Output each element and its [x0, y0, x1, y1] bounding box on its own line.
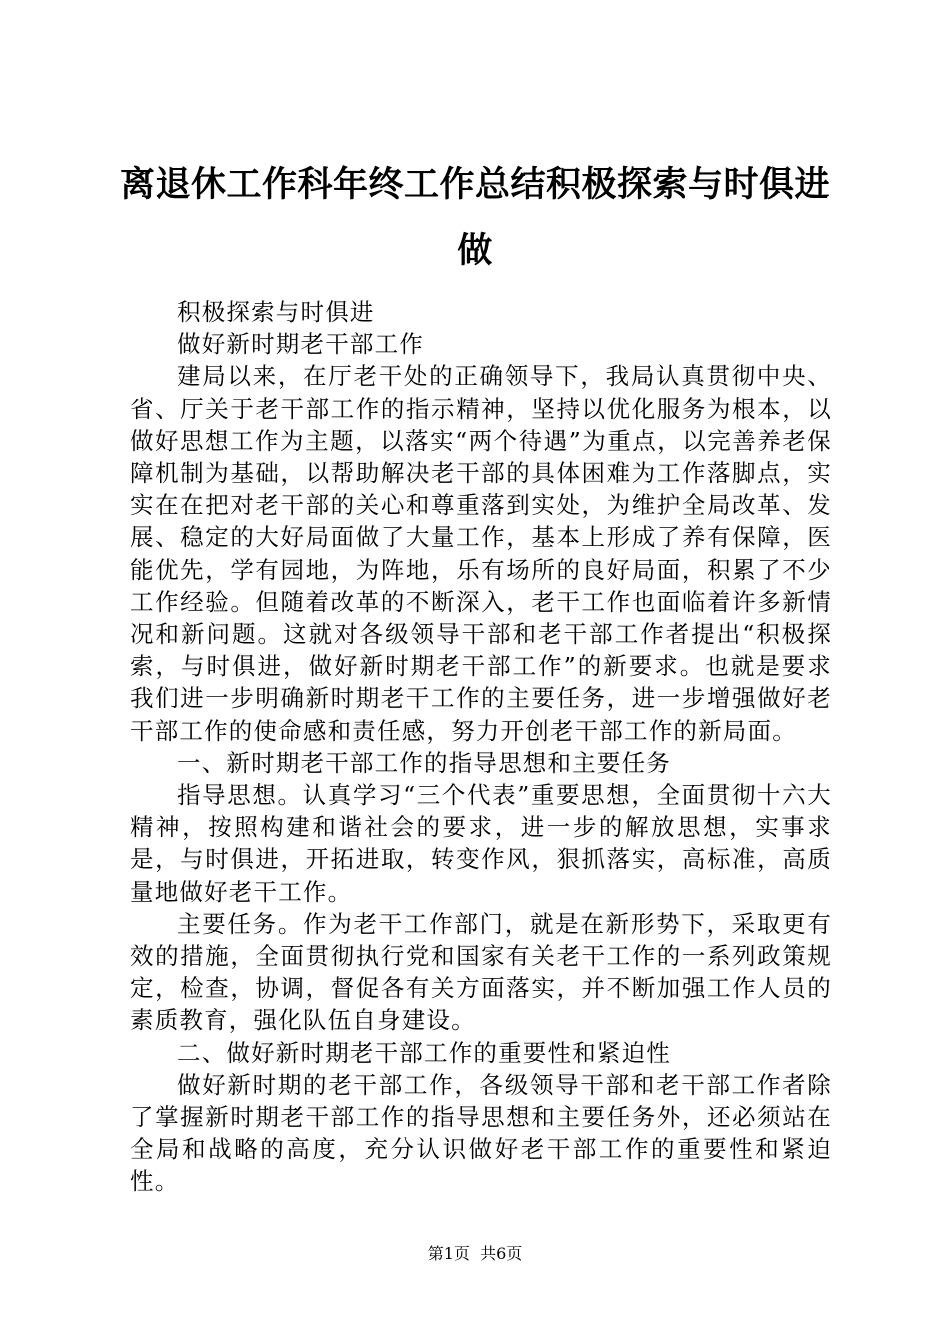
title-line-2: 做 [457, 230, 493, 271]
page-total: 共6页 [480, 1244, 523, 1263]
subtitle-line-2: 做好新时期老干部工作 [177, 330, 424, 359]
page-footer [0, 1243, 950, 1265]
document-title [0, 152, 950, 284]
document-body [130, 296, 832, 1198]
body-paragraph: 建局以来，在厅老干处的正确领导下，我局认真贯彻中央、省、厅关于老干部工作的指示精神，坚持以优化服务为根本，以做好思想工作为主题，以落实“两个待遇”为重点，以完善养老保障机制为基础，以帮助解决老干部的具体困难为工作落脚点，实实在在把对老干部的关心和尊重落到实处，为维护全局改革、发展、稳定的大好局面做了大量工作，基本上形成了养有保障，医能优先，学有园地，为阵地，乐有场所的良好局面，积累了不少工作经验。但随着改革的不断深入，老干工作也面临着许多新情况和新问题。这就对各级领导干部和老干部工作者提出“积极探索，与时俱进，做好新时期老干部工作”的新要求。也就是要求我们进一步明确新时期老干工作的主要任务，进一步增强做好老干部工作的使命感和责任感，努力开创老干部工作的新局面。 [130, 362, 832, 745]
subtitle-line-1: 积极探索与时俱进 [177, 298, 375, 326]
section-heading-2: 二、做好新时期老干部工作的重要性和紧迫性 [177, 1038, 671, 1067]
body-paragraph: 指导思想。认真学习“三个代表”重要思想，全面贯彻十六大精神，按照构建和谐社会的要求，进一步的解放思想，实事求是，与时俱进，开拓进取，转变作风，狠抓落实，高标准，高质量地做好老干工作。 [130, 781, 832, 906]
page-number: 第1页 [427, 1244, 470, 1263]
section-heading-1: 一、新时期老干部工作的指导思想和主要任务 [177, 748, 671, 777]
body-paragraph: 做好新时期的老干部工作，各级领导干部和老干部工作者除了掌握新时期老干部工作的指导思想和主要任务外，还必须站在全局和战略的高度，充分认识做好老干部工作的重要性和紧迫性。 [130, 1070, 832, 1196]
title-line-1: 离退休工作科年终工作总结积极探索与时俱进 [119, 164, 830, 205]
body-paragraph: 主要任务。作为老干工作部门，就是在新形势下，采取更有效的措施，全面贯彻执行党和国家有关老干工作的一系列政策规定，检查，协调，督促各有关方面落实，并不断加强工作人员的素质教育，强化队伍自身建设。 [130, 909, 832, 1035]
